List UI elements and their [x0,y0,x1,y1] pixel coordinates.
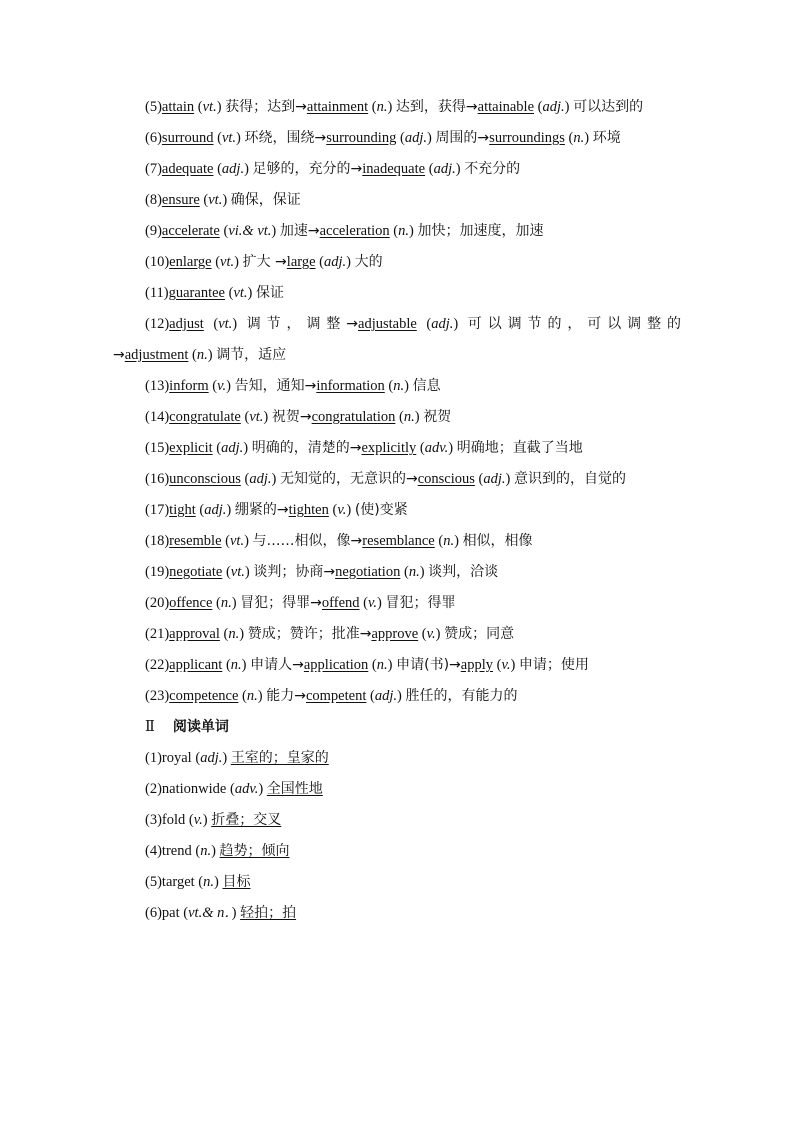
meaning: 加速→ [279,223,320,239]
part-of-speech: vt. [230,564,245,580]
meaning: 祝贺 [423,409,452,425]
vocab-entry: (10)enlarge (vt.) 扩大 →large (adj.) 大的 [145,254,383,270]
derived-word: resemblance [362,533,435,549]
vocab-entry: (6)surround (vt.) 环绕，围绕→surrounding (adj.) 周围的→surroundings (n.) 环境 [145,130,621,146]
vocab-entry: (16)unconscious (adj.) 无知觉的，无意识的→conscious (adj.) 意识到的，自觉的 [145,471,626,487]
entry-number: (6) [145,905,162,921]
part-of-speech: adv. [424,440,449,456]
part-of-speech: vt. [249,409,264,425]
part-of-speech: vi.& vt. [228,223,272,239]
entry-number: (4) [145,843,162,859]
headword: congratulate [169,409,241,425]
vocab-entry: (5)attain (vt.) 获得；达到→attainment (n.) 达到，获得→attainable (adj.) 可以达到的 [145,99,644,115]
entry-number: (20) [145,595,170,611]
meaning: 意识到的，自觉的 [513,471,626,487]
derived-word: application [303,657,369,673]
derived-word: apply [460,657,493,673]
entry-number: (16) [145,471,170,487]
derived-word: inadequate [362,161,426,177]
part-of-speech: n. [246,688,258,704]
meaning: 告知，通知→ [234,378,317,394]
meaning: 申请；使用 [518,657,589,673]
part-of-speech: vt. [229,533,245,549]
meaning: 明确的，清楚的→ [251,440,362,456]
meaning: 可以达到的 [573,99,644,115]
part-of-speech: adj. [433,161,456,177]
meaning: 绷紧的→ [234,502,289,518]
part-of-speech: adj. [323,254,347,270]
headword: negotiate [169,564,223,580]
meaning: 加快；加速度，加速 [417,223,544,239]
vocab-entry: (11)guarantee (vt.) 保证 [145,285,285,301]
entry-number: (21) [145,626,170,642]
headword: enlarge [169,254,212,270]
headword: applicant [169,657,223,673]
vocab-entry: (18)resemble (vt.) 与……相似，像→resemblance (n.) 相似，相像 [145,533,533,549]
meaning: 环境 [592,130,621,146]
entry-number: (23) [145,688,170,704]
meaning: 冒犯；得罪 [385,595,456,611]
part-of-speech: n. [408,564,420,580]
entry-number: (10) [145,254,170,270]
headword: surround [161,130,214,146]
part-of-speech: adj. [431,316,454,332]
part-of-speech: n. [196,347,208,363]
headword: guarantee [168,285,225,301]
headword: inform [169,378,209,394]
headword: approval [169,626,220,642]
reading-entry: (5)target (n.) 目标 [145,874,251,890]
vocab-entry: (7)adequate (adj.) 足够的，充分的→inadequate (adj.) 不充分的 [145,161,521,177]
headword: explicit [169,440,213,456]
reading-entry: (1)royal (adj.) 王室的；皇家的 [145,750,329,766]
part-of-speech: n. [200,843,212,859]
meaning-answer: 趋势；倾向 [219,843,290,859]
meaning: 调节，调整→ [246,316,359,332]
vocab-entry: (22)applicant (n.) 申请人→application (n.) 申请(书)→apply (v.) 申请；使用 [145,657,589,673]
derived-word: negotiation [335,564,401,580]
meaning: 祝贺→ [271,409,312,425]
headword: tight [169,502,196,518]
part-of-speech: n. [228,626,240,642]
entry-number: (5) [145,99,162,115]
part-of-speech: adj. [483,471,506,487]
meaning: 谈判；协商→ [253,564,336,580]
derived-word: congratulation [311,409,396,425]
vocab-entry: (13)inform (v.) 告知，通知→information (n.) 信息 [145,378,441,394]
part-of-speech: adj. [221,161,245,177]
vocab-entry: (15)explicit (adj.) 明确的，清楚的→explicitly (adv.) 明确地；直截了当地 [145,440,583,456]
part-of-speech: n. [403,409,415,425]
entry-number: (11) [145,285,169,301]
reading-entry: (6)pat (vt.& n．) 轻拍；拍 [145,905,297,921]
derived-word: conscious [417,471,475,487]
entry-number: (7) [145,161,162,177]
meaning: 可以调节的，可以调整的→ [113,316,681,363]
derived-word: approve [371,626,419,642]
derived-word: large [286,254,316,270]
part-of-speech: v. [217,378,227,394]
meaning: 确保，保证 [230,192,301,208]
meaning: 相似，相像 [462,533,533,549]
part-of-speech: vt. [202,99,217,115]
entry-number: (8) [145,192,162,208]
vocab-entry: (12)adjust (vt.) 调节，调整→adjustable (adj.) 可以调节的，可以调整的→adjustment (n.) 调节，适应 [113,316,681,363]
entry-number: (1) [145,750,162,766]
vocab-entry: (21)approval (n.) 赞成；赞许；批准→approve (v.) 赞成；同意 [145,626,515,642]
part-of-speech: n. [203,874,215,890]
part-of-speech: n. [230,657,242,673]
headword: nationwide [161,781,227,797]
document-page [113,92,681,929]
derived-word: competent [305,688,367,704]
vocab-entry: (23)competence (n.) 能力→competent (adj.) 胜任的，有能力的 [145,688,518,704]
entry-number: (2) [145,781,162,797]
section-heading [113,712,681,743]
vocab-entry: (17)tight (adj.) 绷紧的→tighten (v.) (使)变紧 [145,502,408,518]
headword: offence [169,595,213,611]
part-of-speech: vt. [208,192,223,208]
headword: royal [161,750,192,766]
meaning: 大的 [354,254,383,270]
meaning: 申请人→ [250,657,304,673]
headword: trend [161,843,192,859]
part-of-speech: adj. [249,471,272,487]
headword: adjust [169,316,204,332]
part-of-speech: n. [443,533,455,549]
part-of-speech: adj. [404,130,427,146]
entry-number: (6) [145,130,162,146]
meaning: 明确地；直截了当地 [456,440,583,456]
part-of-speech: v. [501,657,511,673]
entry-number: (3) [145,812,162,828]
headword: target [161,874,195,890]
meaning: 冒犯；得罪→ [240,595,322,611]
part-of-speech: adj. [542,99,565,115]
part-of-speech: n. [393,378,405,394]
meaning: 无知觉的，无意识的→ [279,471,418,487]
part-of-speech: vt. [221,130,237,146]
meaning: 胜任的，有能力的 [405,688,518,704]
meaning: 赞成；赞许；批准→ [247,626,372,642]
vocab-entry: (19)negotiate (vt.) 谈判；协商→negotiation (n.) 谈判，洽谈 [145,564,499,580]
entry-number: (5) [145,874,162,890]
meaning: (使)变紧 [354,502,408,518]
meaning-answer: 轻拍；拍 [240,905,297,921]
part-of-speech: vt. [233,285,248,301]
entry-number: (13) [145,378,170,394]
headword: pat [161,905,180,921]
part-of-speech: n. [376,657,388,673]
meaning: 谈判，洽谈 [428,564,499,580]
section-title: 阅读单词 [172,719,229,735]
part-of-speech: adj. [374,688,397,704]
meaning-answer: 折叠；交叉 [211,812,282,828]
vocab-entry: (9)accelerate (vi.& vt.) 加速→acceleration (n.) 加快；加速度，加速 [145,223,544,239]
part-of-speech: n. [398,223,409,239]
part-of-speech: n. [573,130,585,146]
meaning: 周围的→ [435,130,490,146]
derived-word: attainable [477,99,535,115]
meaning: 能力→ [266,688,306,704]
derived-word: explicitly [361,440,417,456]
part-of-speech: vt. [220,254,235,270]
meaning-answer: 目标 [222,874,251,890]
entry-number: (12) [145,316,170,332]
vocab-entry: (8)ensure (vt.) 确保，保证 [145,192,301,208]
entry-number: (15) [145,440,170,456]
derived-word: attainment [306,99,369,115]
meaning: 与……相似，像→ [252,533,363,549]
meaning: 达到，获得→ [395,99,478,115]
headword: adequate [161,161,214,177]
part-of-speech: v. [337,502,347,518]
reading-word-list [113,743,681,929]
derived-word: offend [321,595,360,611]
meaning-answer: 王室的；皇家的 [230,750,329,766]
headword: ensure [161,192,200,208]
headword: unconscious [169,471,241,487]
derived-word: tighten [288,502,329,518]
entry-number: (19) [145,564,170,580]
part-of-speech: adj. [200,750,223,766]
vocab-entry: (14)congratulate (vt.) 祝贺→congratulation (n.) 祝贺 [145,409,452,425]
meaning: 保证 [256,285,285,301]
headword: attain [161,99,195,115]
reading-entry: (3)fold (v.) 折叠；交叉 [145,812,282,828]
derived-word: information [316,378,385,394]
entry-number: (22) [145,657,170,673]
entry-number: (9) [145,223,162,239]
headword: accelerate [161,223,220,239]
reading-entry: (4)trend (n.) 趋势；倾向 [145,843,290,859]
reading-entry: (2)nationwide (adv.) 全国性地 [145,781,323,797]
derived-word: surrounding [326,130,397,146]
meaning-answer: 全国性地 [266,781,323,797]
headword: fold [161,812,186,828]
part-of-speech: n. [376,99,388,115]
part-of-speech: v. [193,812,203,828]
meaning: 足够的，充分的→ [252,161,363,177]
headword: resemble [169,533,222,549]
meaning: 信息 [412,378,441,394]
meaning: 获得；达到→ [225,99,307,115]
section-number: Ⅱ [145,719,155,735]
meaning: 赞成；同意 [444,626,515,642]
part-of-speech: v. [367,595,377,611]
part-of-speech: vt. [218,316,233,332]
meaning: 申请(书)→ [396,657,461,673]
part-of-speech: adv. [234,781,259,797]
part-of-speech: v. [426,626,436,642]
meaning: 扩大 → [242,254,287,270]
part-of-speech: adj. [204,502,227,518]
derived-word: acceleration [319,223,390,239]
part-of-speech: adj. [221,440,244,456]
part-of-speech: n. [220,595,232,611]
vocab-entry: (20)offence (n.) 冒犯；得罪→offend (v.) 冒犯；得罪 [145,595,456,611]
derived-word: adjustment [124,347,189,363]
vocabulary-list [113,92,681,712]
meaning: 调节，适应 [216,347,287,363]
entry-number: (14) [145,409,170,425]
meaning: 不充分的 [464,161,521,177]
entry-number: (18) [145,533,170,549]
headword: competence [169,688,239,704]
derived-word: adjustable [358,316,417,332]
entry-number: (17) [145,502,170,518]
meaning: 环绕，围绕→ [244,130,327,146]
part-of-speech: vt.& n． [188,905,232,921]
derived-word: surroundings [489,130,565,146]
